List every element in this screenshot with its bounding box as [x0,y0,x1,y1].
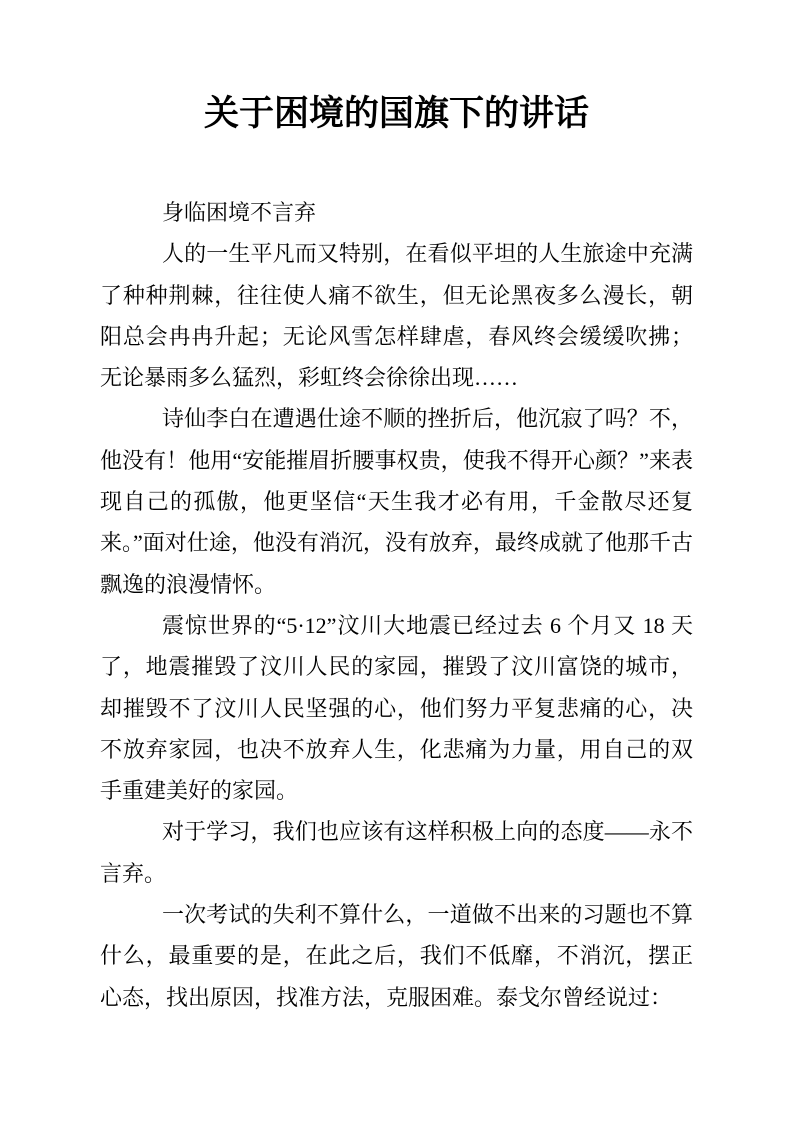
paragraph-exam-failure: 一次考试的失利不算什么，一道做不出来的习题也不算什么，最重要的是，在此之后，我们不低靡，不消沉，摆正心态，找出原因，找准方法，克服困难。泰戈尔曾经说过： [100,902,693,1010]
paragraph-study-attitude: 对于学习，我们也应该有这样积极上向的态度——永不言弃。 [100,819,693,886]
paragraph-wenchuan-earthquake: 震惊世界的“5·12”汶川大地震已经过去 6 个月又 18 天了，地震摧毁了汶川人民的家园，摧毁了汶川富饶的城市，却摧毁不了汶川人民坚强的心，他们努力平复悲痛的心，决不放弃家园，也决不放弃人生，化悲痛为力量，用自己的双手重建美好的家园。 [100,612,693,804]
paragraph-subtitle: 身临困境不言弃 [162,200,317,225]
paragraph-life-thorns: 人的一生平凡而又特别，在看似平坦的人生旅途中充满了种种荆棘，往往使人痛不欲生，但无论黑夜多么漫长，朝阳总会冉冉升起；无论风雪怎样肆虐，春风终会缓缓吹拂；无论暴雨多么猛烈，彩虹终会徐徐出现…… [100,241,693,391]
document-body [100,192,693,1018]
document-title: 关于困境的国旗下的讲话 [203,94,589,133]
paragraph-li-bai: 诗仙李白在遭遇仕途不顺的挫折后，他沉寂了吗？不，他没有！他用“安能摧眉折腰事权贵，使我不得开心颜？”来表现自己的孤傲，他更坚信“天生我才必有用，千金散尽还复来。”面对仕途，他没有消沉，没有放弃，最终成就了他那千古飘逸的浪漫情怀。 [100,406,693,597]
